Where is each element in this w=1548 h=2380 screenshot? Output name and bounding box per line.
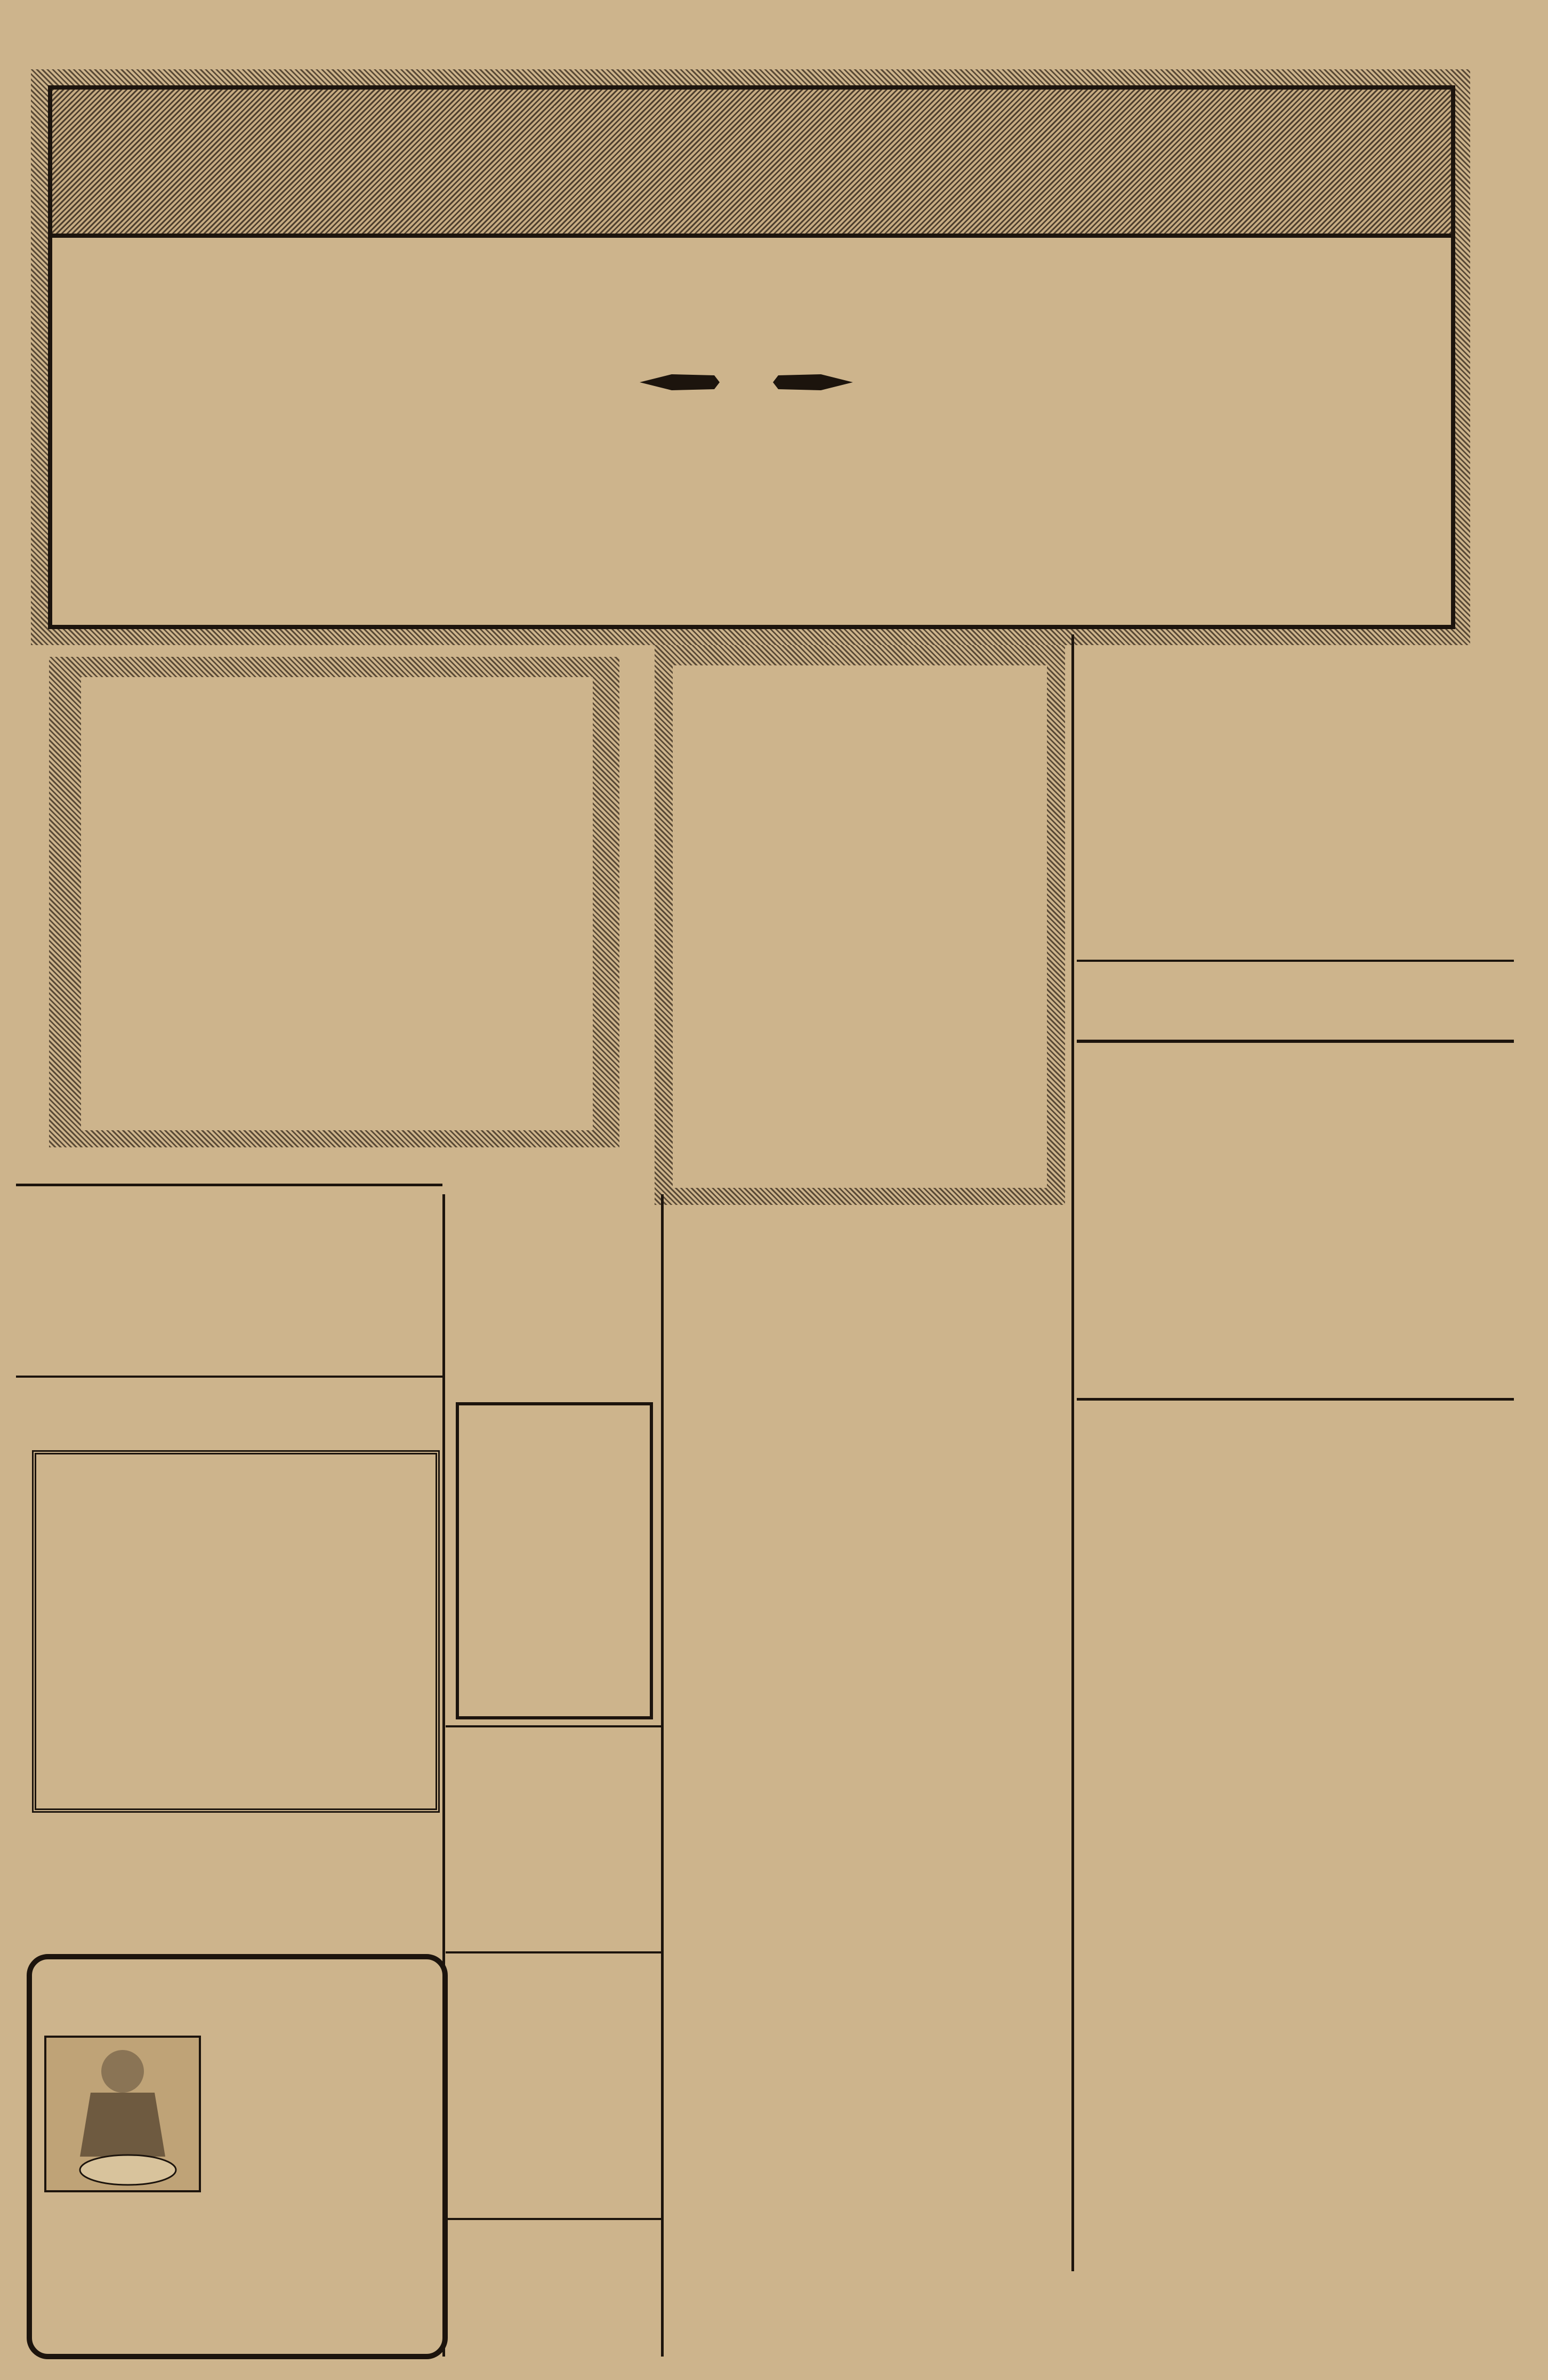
garten-title <box>467 1738 639 1786</box>
jugend-signed <box>1215 1378 1514 1396</box>
frauenbund-topic-1 <box>1079 885 1517 917</box>
frauenbund-date <box>1079 781 1517 809</box>
feldpost-title-2 <box>472 1454 636 1492</box>
jugend-text <box>1079 1222 1511 1281</box>
verdingung-text <box>1079 1443 1511 1549</box>
damen-shop <box>446 2165 661 2194</box>
banner-big-line <box>85 522 1429 613</box>
frauenbund-rule <box>1077 960 1514 962</box>
segeltuch-name <box>69 1734 403 1776</box>
laufwohl-title <box>37 1967 442 2010</box>
pensionat-title <box>21 1378 437 1404</box>
jugend-text-2 <box>1079 1322 1511 1360</box>
pensionat-code <box>213 1437 320 1449</box>
fische-name <box>446 1338 659 1368</box>
otto-place <box>688 1072 1034 1114</box>
banner-code <box>1410 552 1458 584</box>
segeltuch-item <box>171 1514 402 1560</box>
damen-title <box>461 1954 646 2000</box>
feldpost-code <box>613 1701 645 1715</box>
garten-address <box>450 1917 658 1949</box>
verdingung-signer <box>1119 1846 1509 1867</box>
segeltuch-text-2 <box>48 1653 421 1733</box>
jugend-bottom-rule <box>1077 1398 1514 1401</box>
otto-closing <box>673 1120 1047 1146</box>
jugend-title <box>1116 1045 1474 1109</box>
frauenbund-venue <box>1079 806 1517 834</box>
col-rule-left-top <box>16 1184 442 1186</box>
jugend-turn-date <box>1079 1206 1517 1224</box>
banner-line-5 <box>160 457 1333 497</box>
feldpost-items-2 <box>459 1541 650 1560</box>
bek1-code <box>389 1358 437 1374</box>
feldpost-text <box>469 1583 640 1642</box>
frauenbund-title-2 <box>1077 668 1418 708</box>
danksagung-code <box>538 1095 581 1111</box>
feldpost-sizes <box>459 1503 650 1523</box>
jugend-schild <box>1077 1280 1514 1322</box>
otto-code <box>1007 1098 1039 1114</box>
feldpost-address <box>459 1681 650 1699</box>
garten-rule <box>446 1951 661 1953</box>
jugend-code <box>1082 1378 1146 1396</box>
rheuma-title <box>28 1800 431 1830</box>
rheuma-protected <box>21 1887 437 1904</box>
pointing-hand-left-icon <box>640 369 725 396</box>
damen-address <box>480 2196 586 2214</box>
otto-grief <box>673 981 1047 1004</box>
damen-code <box>618 2196 656 2214</box>
pointing-hand-right-icon <box>768 369 853 396</box>
danksagung-name-2 <box>119 906 554 965</box>
jugend-turn <box>1077 1168 1514 1207</box>
banner-line-3 <box>160 401 1333 433</box>
frauenbund-title-1 <box>1077 628 1514 665</box>
verdingung-text-2 <box>1079 1659 1511 1824</box>
frauenbund-vortrag <box>1077 717 1514 776</box>
jugend-swim-date <box>1079 1152 1517 1170</box>
verdingung-signer-2 <box>1119 1865 1509 1886</box>
frauenbund-topic-2 <box>1079 922 1517 954</box>
damen-sub <box>450 1998 658 2030</box>
segeltuch-price <box>48 1621 421 1653</box>
garten-sub <box>450 1859 626 1891</box>
jugend-text-3 <box>1079 1358 1511 1377</box>
laufwohl-code <box>394 2154 437 2170</box>
otto-age <box>673 954 1047 978</box>
rheuma-code <box>405 1882 437 1898</box>
banner-line-2-wrap <box>267 365 1226 400</box>
segeltuch-code <box>213 1779 256 1795</box>
otto-mourner-2 <box>673 1023 1047 1044</box>
bek1-signer-2 <box>149 1358 309 1374</box>
verdingung-code <box>1461 1826 1514 1847</box>
danksagung-place <box>144 1088 464 1114</box>
segeltuch-text <box>48 1567 421 1621</box>
banner-line-6 <box>160 495 1333 525</box>
banner-line-1 <box>160 336 1333 368</box>
segeltuch-intro <box>133 1464 421 1502</box>
laufwohl-company-sub <box>37 2306 442 2328</box>
danksagung-name-1 <box>119 848 554 906</box>
soldier-foot-icon <box>43 2034 203 2194</box>
bek1-date <box>29 1290 445 1322</box>
fische-text <box>453 1282 656 1340</box>
segeltuch-address <box>75 1776 213 1798</box>
segeltuch-phone <box>256 1776 426 1798</box>
danksagung-title <box>81 722 593 760</box>
verdingung-items <box>1079 1550 1511 1657</box>
danksagung-signed <box>81 1026 593 1060</box>
danksagung-thanks <box>81 980 593 1007</box>
feldpost-items-1 <box>459 1523 650 1542</box>
frauenbund-dept-1 <box>1421 668 1506 687</box>
feldpost-name <box>474 1645 635 1679</box>
bek1-title <box>21 1188 437 1223</box>
banner-title-rule <box>52 234 1451 238</box>
verdingung-title <box>1077 1402 1514 1443</box>
feldpost-title-1 <box>472 1418 636 1456</box>
laufwohl-dealers <box>37 2218 442 2271</box>
fische-phone <box>446 1381 659 1397</box>
damen-product <box>469 2030 637 2070</box>
verdingung-dateline <box>1130 1826 1397 1847</box>
otto-mourner-3 <box>673 1043 1047 1064</box>
garten-name <box>446 1894 661 1917</box>
laufwohl-price <box>43 2197 448 2216</box>
garten-code <box>624 1864 661 1879</box>
col-rule-mid-2 <box>661 1194 664 2357</box>
frauenbund-note-2 <box>1079 1016 1453 1034</box>
feldpost-items-3 <box>459 1559 650 1578</box>
bek1-text <box>29 1225 434 1293</box>
frauenbund-bottom-rule <box>1077 1040 1514 1043</box>
frauenbund-note-1 <box>1079 976 1511 1013</box>
frauenbund-dept-2 <box>1421 688 1506 707</box>
feldpost-rule <box>446 1725 661 1727</box>
otto-poem <box>688 671 1034 740</box>
laufwohl-company <box>66 2272 414 2306</box>
fische-code <box>629 1324 661 1338</box>
otto-mourner-1 <box>673 1002 1047 1024</box>
banner-line-4 <box>160 430 1333 462</box>
otto-name <box>673 890 1047 930</box>
damen-rule <box>446 2218 661 2220</box>
frauenbund-speaker <box>1077 848 1514 880</box>
rheuma-product <box>16 1845 442 1893</box>
otto-regiment <box>673 933 1047 956</box>
danksagung-text <box>107 778 576 832</box>
frauenbund-code <box>1450 1021 1509 1037</box>
otto-rank <box>673 864 1047 890</box>
laufwohl-soldier-image <box>43 2034 203 2194</box>
col-rule-right <box>1071 634 1074 2271</box>
damen-text <box>454 2072 657 2168</box>
rheuma-text <box>21 1904 437 1956</box>
sale-headline <box>220 240 1284 347</box>
store-title <box>52 96 1451 229</box>
col-rule-mid-1 <box>442 1194 445 2357</box>
laufwohl-sub <box>37 2010 442 2033</box>
garten-text <box>461 1787 648 1851</box>
fische-title-2 <box>446 1237 659 1285</box>
jugend-swim <box>1077 1112 1514 1151</box>
